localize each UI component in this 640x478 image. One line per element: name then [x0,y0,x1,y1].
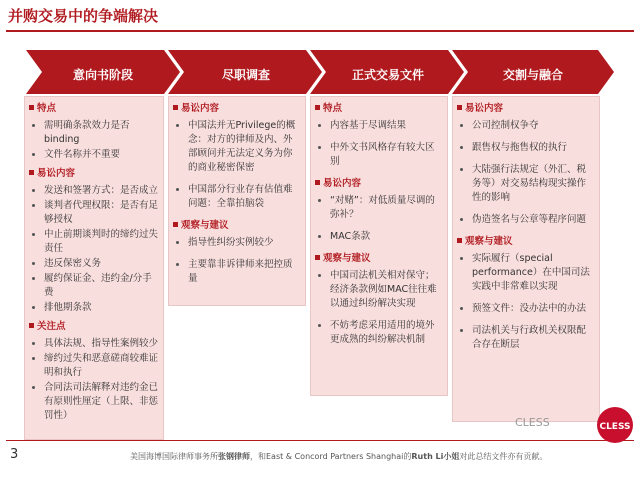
list-item: • 排他期条款 [44,301,159,315]
section-list [315,269,443,347]
list-item: • 跟售权与拖售权的执行 [472,141,595,155]
page-number: 3 [10,447,19,462]
list-item: • MAC条款 [330,230,443,244]
section-list [29,184,159,315]
list-item: • 文件名称并不重要 [44,148,159,162]
list-item: • 中止前期谈判时的缔约过失责任 [44,228,159,256]
stage-label-1: 意向书阶段 [72,68,133,82]
logo-text: CLESS [599,422,631,432]
list-item: • “对赌”：对低质量尽调的弥补？ [330,194,443,222]
list-item: • 谈判者代理权限：是否有足够授权 [44,199,159,227]
footer-divider [6,440,634,441]
list-item: • 中国部分行业存有估值难问题：全靠拍脑袋 [188,183,301,211]
section-list [173,119,301,211]
section-heading: 易讼内容 [457,102,595,116]
column-loi [24,96,164,440]
footer-credit: 美国海博国际律师事务所张钢律师，和East & Concord Partners Shanghai的Ruth Li小姐对此总结文件亦有贡献。 [130,452,548,461]
list-item: • 实际履行（special performance）在中国司法实践中非常难以实现 [472,252,595,294]
list-item: • 中国司法机关相对保守；经济条款例如MAC往往难以通过纠纷解决实现 [330,269,443,311]
section-heading: 易讼内容 [173,102,301,116]
section-list [29,337,159,423]
list-item: • 大陆强行法规定（外汇、税务等）对交易结构现实操作性的影响 [472,163,595,205]
list-item: • 发送和签署方式：是否成立 [44,184,159,198]
section-list [457,252,595,352]
section-heading: 观察与建议 [457,235,595,249]
column-closing-integration [452,96,600,422]
section-heading: 观察与建议 [173,219,301,233]
stage-label-2: 尽职调查 [221,68,270,82]
column-due-diligence [168,96,306,306]
list-item: • 司法机关与行政机关权限配合存在断层 [472,324,595,352]
list-item: • 缔约过失和恶意磋商较难证明和执行 [44,352,159,380]
list-item: • 不妨考虑采用适用的境外更成熟的纠纷解决机制 [330,319,443,347]
section-heading: 易讼内容 [315,177,443,191]
list-item: • 主要靠非诉律师来把控质量 [188,258,301,286]
list-item: • 伪造签名与公章等程序问题 [472,213,595,227]
list-item: • 合同法司法解释对违约金已有原则性厘定（上限、非惩罚性） [44,381,159,423]
stage-label-4: 交割与融合 [502,68,563,82]
title-divider [6,30,634,32]
watermark: CLESS [515,416,550,429]
section-heading: 观察与建议 [315,252,443,266]
list-item: • 违反保密义务 [44,257,159,271]
cless-logo-icon [596,406,634,444]
section-list [173,236,301,286]
section-heading: 特点 [315,102,443,116]
page-title: 并购交易中的争端解决 [8,7,159,25]
section-list [29,119,159,162]
list-item: • 内容基于尽调结果 [330,119,443,133]
list-item: • 具体法规、指导性案例较少 [44,337,159,351]
column-transaction-documents [310,96,448,396]
list-item: • 需明确条款效力是否binding [44,119,159,147]
list-item: • 预签文件：没办法中的办法 [472,302,595,316]
section-list [457,119,595,227]
list-item: • 中国法并无Privilege的概念：对方的律师及内、外部顾问并无法定义务为你的商业秘密保密 [188,119,301,175]
section-heading: 易讼内容 [29,167,159,181]
list-item: • 公司控制权争夺 [472,119,595,133]
section-heading: 特点 [29,102,159,116]
list-item: • 中外文书风格存有较大区别 [330,141,443,169]
stage-label-3: 正式交易文件 [351,68,424,82]
section-list [315,194,443,244]
list-item: • 指导性纠纷实例较少 [188,236,301,250]
list-item: • 履约保证金、违约金/分手费 [44,272,159,300]
section-heading: 关注点 [29,320,159,334]
section-list [315,119,443,169]
